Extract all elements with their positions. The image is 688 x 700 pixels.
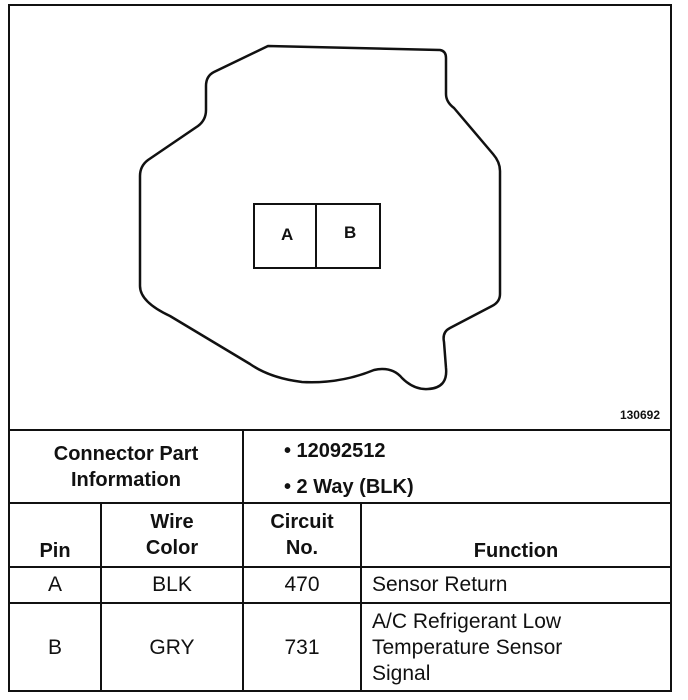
header-circuit-line2: No. bbox=[285, 537, 319, 559]
connector-diagram bbox=[10, 6, 670, 430]
row-b-function-line1: A/C Refrigerant Low bbox=[372, 610, 562, 633]
info-col-divider bbox=[242, 429, 244, 502]
info-divider bbox=[10, 502, 670, 504]
col-divider-circuit bbox=[360, 502, 362, 690]
header-wire-color-line1: Wire bbox=[150, 511, 194, 533]
connector-info-label-line1: Connector Part bbox=[53, 443, 199, 465]
row-a-pin: A bbox=[47, 573, 62, 596]
row-b-pin: B bbox=[47, 636, 62, 659]
header-divider bbox=[10, 566, 670, 568]
connector-type: • 2 Way (BLK) bbox=[284, 476, 414, 498]
row-b-function bbox=[372, 609, 562, 687]
connector-frame bbox=[8, 4, 672, 692]
header-wire-color bbox=[102, 509, 242, 561]
row-a-function: Sensor Return bbox=[372, 573, 508, 596]
row-b-circuit: 731 bbox=[284, 636, 320, 659]
header-wire-color-line2: Color bbox=[145, 537, 199, 559]
table-top-border bbox=[10, 429, 670, 431]
row-b-function-line3: Signal bbox=[372, 662, 431, 685]
connector-info-label-line2: Information bbox=[71, 469, 181, 491]
row-a-circuit: 470 bbox=[284, 573, 320, 596]
connector-info-label bbox=[10, 441, 242, 493]
row-divider bbox=[10, 602, 670, 604]
pin-a-label: A bbox=[281, 225, 294, 244]
connector-info-items bbox=[284, 438, 414, 500]
header-function: Function bbox=[473, 540, 559, 562]
row-b-wire-color: GRY bbox=[149, 636, 195, 659]
figure-id: 130692 bbox=[619, 408, 660, 422]
part-number: • 12092512 bbox=[284, 440, 386, 462]
connector-outline bbox=[10, 6, 670, 430]
pin-b-label: B bbox=[344, 223, 357, 242]
header-pin: Pin bbox=[39, 540, 71, 562]
header-circuit-line1: Circuit bbox=[270, 511, 334, 533]
row-b-function-line2: Temperature Sensor bbox=[372, 636, 563, 659]
header-circuit bbox=[244, 509, 360, 561]
row-a-wire-color: BLK bbox=[152, 573, 192, 596]
